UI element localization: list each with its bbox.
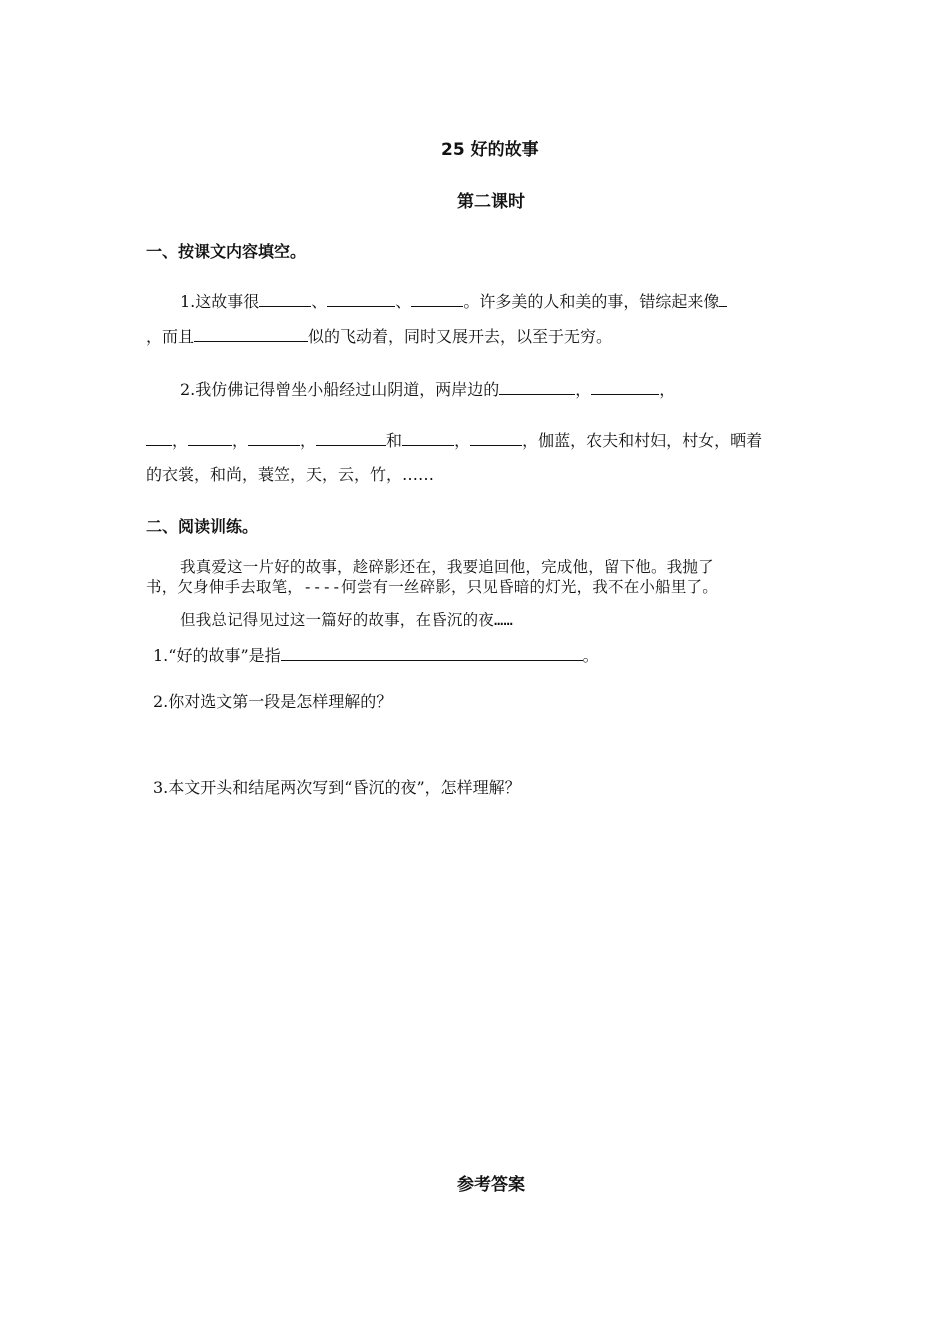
blank-input[interactable] — [591, 377, 659, 395]
q2-comma: ， — [172, 431, 189, 450]
blank-input[interactable] — [188, 428, 232, 446]
blank-input[interactable] — [719, 289, 727, 307]
rq1-text: 1.“好的故事”是指 — [153, 646, 281, 665]
blank-input[interactable] — [316, 428, 386, 446]
section-heading-reading: 二、阅读训练。 — [146, 517, 259, 536]
q1-text-c: ，而且 — [146, 327, 195, 346]
passage-line: 我真爱这一片好的故事，趁碎影还在，我要追回他，完成他，留下他。我抛了 — [180, 558, 714, 576]
rq1-end: 。 — [582, 646, 599, 665]
question-2-line-1 — [180, 377, 675, 400]
q2-and: 和 — [386, 431, 403, 450]
passage-line: 书，欠身伸手去取笔，----何尝有一丝碎影，只见昏暗的灯光，我不在小船里了。 — [146, 578, 718, 596]
q1-text-a: 1.这故事很 — [180, 292, 260, 311]
page-subtitle: 第二课时 — [457, 192, 525, 212]
blank-input[interactable] — [470, 428, 522, 446]
q2-comma: ， — [575, 380, 592, 399]
blank-input[interactable] — [146, 428, 172, 446]
blank-input[interactable] — [499, 377, 575, 395]
blank-input[interactable] — [194, 324, 308, 342]
q2-comma: ， — [454, 431, 471, 450]
blank-input[interactable] — [259, 289, 311, 307]
page-title: 25 好的故事 — [441, 140, 539, 160]
passage-line: 但我总记得见过这一篇好的故事，在昏沉的夜…… — [180, 611, 514, 629]
q1-text-b: 。许多美的人和美的事，错综起来像 — [463, 292, 720, 311]
question-1-line-1 — [180, 289, 727, 312]
q2-comma: ， — [300, 431, 317, 450]
q1-sep: 、 — [395, 292, 412, 311]
blank-input[interactable] — [411, 289, 463, 307]
q1-sep: 、 — [311, 292, 328, 311]
q2-text-b: ，伽蓝，农夫和村妇，村女，晒着 — [522, 431, 763, 450]
reading-question-2: 2.你对选文第一段是怎样理解的？ — [153, 692, 393, 711]
blank-input[interactable] — [327, 289, 395, 307]
q1-text-d: 似的飞动着，同时又展开去，以至于无穷。 — [308, 327, 613, 346]
q2-comma: ， — [659, 380, 676, 399]
question-1-line-2 — [146, 324, 612, 347]
q2-comma: ， — [232, 431, 249, 450]
reading-question-3: 3.本文开头和结尾两次写到“昏沉的夜”，怎样理解？ — [153, 778, 521, 797]
answer-blank-input[interactable] — [281, 643, 583, 661]
section-heading-fill-blanks: 一、按课文内容填空。 — [146, 242, 307, 261]
blank-input[interactable] — [402, 428, 454, 446]
q2-text-a: 2.我仿佛记得曾坐小船经过山阴道，两岸边的 — [180, 380, 500, 399]
question-2-line-3: 的衣裳，和尚，蓑笠，天，云，竹，…… — [146, 465, 435, 484]
answer-key-heading: 参考答案 — [457, 1175, 525, 1195]
question-2-line-2 — [146, 428, 762, 451]
reading-question-1 — [153, 643, 599, 666]
blank-input[interactable] — [248, 428, 300, 446]
